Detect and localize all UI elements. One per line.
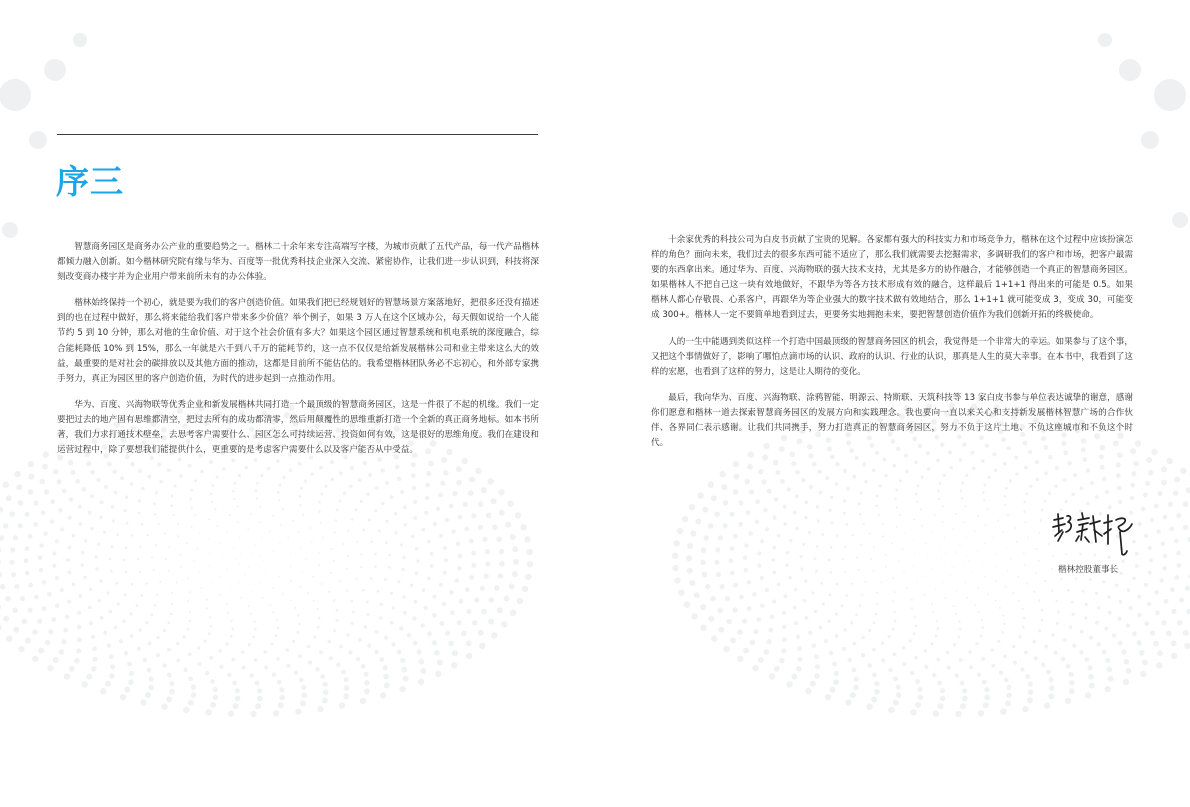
paragraph: 华为、百度、兴海物联等优秀企业和新发展楷林共同打造一个最顶级的智慧商务园区，这是一件很了不起的机缘。我们一定要把过去的地产固有思维都清空，把过去所有的成功都清零，然后用颠覆性的思维重新打造一个全新的真正商务地标。如本书所著，我们力求打通技术壁垒，去思考客户需要什么、园区怎么可持续运营、投资如何有效，这是很好的思维角度。我们在建设和运营过程中，除了要想我们能提供什么，更重要的是考虑客户需要什么以及客户能否从中受益。: [57, 399, 539, 456]
paragraph: 人的一生中能遇到类似这样一个打造中国最顶级的智慧商务园区的机会，我觉得是一个非常大的幸运。如果参与了这个事，又把这个事情做好了，影响了哪怕点滴市场的认识、政府的认识、行业的认识，那真是人生的莫大幸事。在本书中，我看到了这样的宏愿，也看到了这样的努力，这是让人期待的变化。: [651, 336, 1133, 377]
paragraph: 楷林始终保持一个初心，就是要为我们的客户创造价值。如果我们把已经规划好的智慧场景方案落地好，把很多还没有描述到的也在过程中做好，那么将来能给我们客户带来多少价值？举个例子，如果 3 万人在这个区域办公，每天假如说给一个人能节约 5 到 10 分钟，那么对他的生命价值、对于这个社会价值有多大？如果这个园区通过智慧系统和机电系统的深度融合，综合能耗降低 10% 到 15%，那么一年就是六千到八千万的能耗节约，这一点不仅仅是给新发展楷林公司和业主带来这么大的效益，最重要的是对社会的碳排放以及其他方面的推动，这都是目前所不能估估的。我希望楷林团队务必不忘初心，和外部专家携手努力，真正为园区里的客户创造价值，为时代的进步起到一点推动作用。: [57, 298, 539, 384]
paragraph: 最后，我向华为、百度、兴海物联、涂鸦智能、明源云、特斯联、天筑科技等 13 家白皮书参与单位表达诚挚的谢意，感谢你们愿意和楷林一道去探索智慧商务园区的发展方向和实践理念。我也要向一直以来关心和支持新发展楷林智慧广场的合作伙伴、各界同仁表示感谢。让我们共同携手，努力打造真正的智慧商务园区，努力不负于这片土地、不负这座城市和不负这个时代。: [651, 392, 1133, 449]
page-title: 序三: [56, 162, 124, 201]
paragraph: 十余家优秀的科技公司为白皮书贡献了宝贵的见解。各家都有强大的科技实力和市场竞争力，楷林在这个过程中应该扮演怎样的角色？面向未来，我们过去的很多东西可能不适应了，那么我们就需要去挖掘需求，多调研我们的客户和市场，把客户最需要的东西拿出来。通过华为、百度、兴海物联的强大技术支持，尤其是多方的协作融合，才能够创造一个真正的智慧商务园区。如果楷林人不把自己这一块有效地做好，不跟华为等各方技术形成有效的融合，这样最后 1+1+1 得出来的可能是 0.5。如果楷林人都心存敬畏、心系客户，再跟华为等企业强大的数字技术做有效地结合，那么 1+1+1 就可能变成 3，变成 30，可能变成 300+。楷林人一定不要简单地看到过去，更要务实地拥抱未来，要把智慧创造价值作为我们创新开拓的终极使命。: [651, 235, 1133, 321]
right-body-text: [651, 233, 1133, 462]
handwritten-signature: [1050, 510, 1140, 558]
right-page: [595, 0, 1190, 807]
title-divider: [57, 134, 538, 135]
paragraph: 智慧商务园区是商务办公产业的重要趋势之一。楷林二十余年来专注高端写字楼，为城市贡献了五代产品，每一代产品楷林都倾力融入创新。如今楷林研究院有缘与华为、百度等一批优秀科技企业深入交流、紧密协作，让我们进一步认识到，科技将深刻改变商办楼宇并为企业用户带来前所未有的办公体验。: [57, 242, 539, 283]
signer-title: 楷林控股董事长: [1058, 565, 1119, 575]
left-body-text: [57, 240, 539, 469]
